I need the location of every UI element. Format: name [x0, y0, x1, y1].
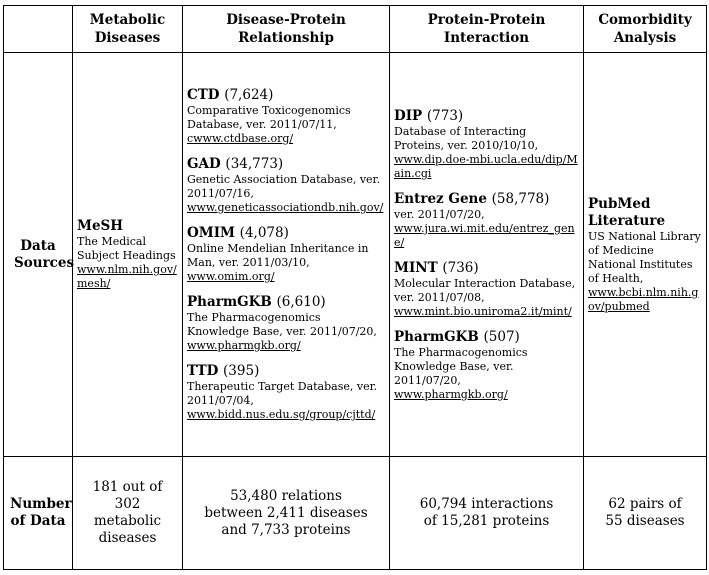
db-count: (736) — [442, 259, 479, 276]
db-url-link[interactable]: www.mint.bio.uniroma2.it/mint/ — [394, 304, 572, 318]
source-entry — [187, 87, 385, 146]
db-description: ver. 2011/07/20, — [394, 207, 485, 221]
source-entry — [187, 363, 385, 422]
db-url-link[interactable]: www.jura.wi.mit.edu/entrez_gene/ — [394, 221, 575, 249]
db-name: TTD — [187, 363, 219, 379]
metabolic-source-cell — [73, 53, 183, 457]
db-name: MINT — [394, 259, 438, 276]
data-sources-table — [3, 5, 707, 570]
db-description: The Pharmacogenomics Knowledge Base, ver. 2011/07/20, — [187, 311, 377, 338]
db-name: CTD — [187, 87, 220, 103]
disease-protein-source-cell — [183, 53, 390, 457]
header-disease-protein: Disease-Protein Relationship — [183, 6, 390, 53]
source-entry — [394, 260, 579, 319]
db-count: (507) — [483, 328, 520, 345]
db-description: Molecular Interaction Database, ver. 2011/07/08, — [394, 276, 576, 304]
db-name: OMIM — [187, 225, 235, 241]
db-url-link[interactable]: www.nlm.nih.gov/mesh/ — [77, 263, 177, 290]
source-entry — [394, 191, 579, 250]
source-entry — [394, 108, 579, 181]
number-disease-protein: 53,480 relations between 2,411 diseases and 7,733 proteins — [183, 457, 390, 570]
db-name: PubMed Literature — [588, 195, 666, 229]
header-comorbidity: Comorbidity Analysis — [584, 6, 707, 53]
db-count: (395) — [223, 363, 260, 379]
row-label-sources: Data Sources — [4, 53, 73, 457]
number-protein-protein: 60,794 interactions of 15,281 proteins — [390, 457, 584, 570]
header-metabolic-diseases: Metabolic Diseases — [73, 6, 183, 53]
db-count: (773) — [426, 107, 464, 124]
number-metabolic: 181 out of 302 metabolic diseases — [73, 457, 183, 570]
db-description: Online Mendelian Inheritance in Man, ver. 2011/03/10, — [187, 242, 369, 269]
source-entry — [187, 156, 385, 215]
source-entry — [187, 225, 385, 284]
db-url-link[interactable]: www.omim.org/ — [187, 270, 275, 283]
db-url-link[interactable]: www.pharmgkb.org/ — [394, 387, 508, 401]
db-url-link[interactable]: www.bcbi.nlm.nih.gov/pubmed — [588, 285, 699, 313]
header-protein-protein: Protein-Protein Interaction — [390, 6, 584, 53]
comorbidity-source-cell — [584, 53, 707, 457]
number-comorbidity: 62 pairs of 55 diseases — [584, 457, 707, 570]
db-count: (34,773) — [225, 156, 284, 172]
db-name: Entrez Gene — [394, 190, 487, 207]
db-count: (58,778) — [491, 190, 550, 207]
db-description: Database of Interacting Proteins, ver. 2010/10/10, — [394, 124, 539, 152]
source-entry — [394, 329, 579, 402]
numbers-row — [4, 457, 707, 570]
db-description: The Medical Subject Headings — [77, 235, 176, 262]
db-name: PharmGKB — [187, 294, 272, 310]
db-count: (7,624) — [224, 87, 274, 103]
source-entry — [187, 294, 385, 353]
db-description: The Pharmacogenomics Knowledge Base, ver. 2011/07/20, — [394, 345, 528, 387]
db-description: Genetic Association Database, ver. 2011/07/16, — [187, 173, 381, 200]
db-url-link[interactable]: www.bidd.nus.edu.sg/group/cjttd/ — [187, 408, 376, 421]
db-url-link[interactable]: www.dip.doe-mbi.ucla.edu/dip/Main.cgi — [394, 152, 578, 180]
db-url-link[interactable]: cwww.ctdbase.org/ — [187, 132, 294, 145]
db-count: (4,078) — [239, 225, 289, 241]
db-description: Therapeutic Target Database, ver. 2011/07/04, — [187, 380, 378, 407]
corner-cell — [4, 6, 73, 53]
sources-row — [4, 53, 707, 457]
db-description: Comparative Toxicogenomics Database, ver. 2011/07/11, — [187, 104, 351, 131]
db-name: MeSH — [77, 218, 124, 234]
db-count: (6,610) — [276, 294, 326, 310]
header-row — [4, 6, 707, 53]
protein-protein-source-cell — [390, 53, 584, 457]
db-name: DIP — [394, 107, 423, 124]
db-url-link[interactable]: www.pharmgkb.org/ — [187, 339, 301, 352]
db-name: GAD — [187, 156, 221, 172]
db-url-link[interactable]: www.geneticassociationdb.nih.gov/ — [187, 201, 384, 214]
db-name: PharmGKB — [394, 328, 479, 345]
db-description: US National Library of Medicine National Institutes of Health, — [588, 229, 701, 285]
row-label-number: Number of Data — [4, 457, 73, 570]
